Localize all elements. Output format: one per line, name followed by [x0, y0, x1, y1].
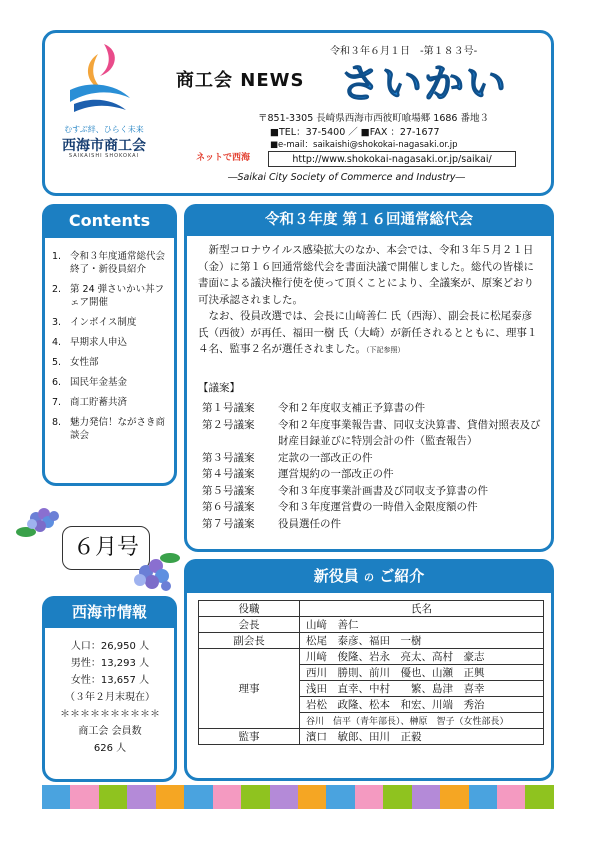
- email-link[interactable]: ■e-mail：saikaishi@shokokai-nagasaki.or.jp: [270, 140, 458, 150]
- role-cell: 監事: [199, 729, 300, 745]
- male-population: 男性：13,293 人: [70, 658, 150, 669]
- news-label: 商工会 NEWS: [176, 70, 305, 91]
- member-count: 626 人: [93, 743, 127, 754]
- contents-item[interactable]: 5. 女性部: [52, 357, 99, 368]
- agenda-item: 第７号議案 役員選任の件: [202, 517, 341, 530]
- stripe-segment: [440, 785, 468, 809]
- address: 〒851-3305 長崎県西海市西彼町喰場郷 1686 番地３: [258, 113, 489, 124]
- stripe-segment: [298, 785, 326, 809]
- stripe-segment: [525, 785, 553, 809]
- stripe-segment: [213, 785, 241, 809]
- meeting-paragraph: なお、役員改選では、会長に山﨑善仁 氏（西海）、副会長に松尾泰彦 氏（西彼）が再任、福田一樹 氏（大崎）が新任されるとともに、理事１４名、監事２名が選任されました。（下記参照）: [198, 310, 538, 355]
- population: 人口：26,950 人: [70, 641, 150, 652]
- role-cell: 理事: [199, 649, 300, 729]
- see-below-note: （下記参照）: [366, 346, 405, 354]
- stripe-segment: [270, 785, 298, 809]
- org-tagline: むすぶ絆、ひらく未来: [64, 125, 144, 134]
- org-name: 西海市商工会: [62, 138, 146, 154]
- table-header-row: [199, 601, 544, 617]
- name-cell: 西川 勝則、前川 優也、山瀬 正興: [300, 665, 544, 681]
- newsletter-title: さいかい: [340, 61, 508, 107]
- stripe-segment: [326, 785, 354, 809]
- hydrangea-icon: [124, 548, 182, 596]
- table-row: [199, 617, 544, 633]
- stripe-segment: [383, 785, 411, 809]
- meeting-paragraph: 新型コロナウイルス感染拡大のなか、本会では、令和３年５月２１日（金）に第１６回通常総代会を書面決議で開催しました。総代の皆様に書面による議決権行使を使って頂くことにより、全議案が、原案どおり可決承認されました。: [198, 244, 534, 306]
- contents-item[interactable]: 7. 商工貯蓄共済: [52, 397, 128, 408]
- col-name-header: 氏名: [300, 601, 544, 617]
- stripe-segment: [241, 785, 269, 809]
- meeting-body: [198, 242, 544, 359]
- color-stripe: [42, 785, 554, 809]
- agenda-list: [202, 400, 548, 532]
- tel-fax: ■TEL：37-5400 ／ ■FAX ：27-1677: [270, 127, 440, 138]
- contents-item[interactable]: 2. 第 24 弾さいかい丼フェア開催: [52, 284, 165, 308]
- city-info-lines: [48, 638, 172, 757]
- stripe-segment: [156, 785, 184, 809]
- stripe-segment: [497, 785, 525, 809]
- member-count-label: 商工会 会員数: [78, 726, 142, 737]
- issue-month-label: ６月号: [62, 526, 150, 570]
- as-of-date: （３年２月末現在）: [65, 692, 155, 703]
- name-cell: 岩松 政隆、松本 和宏、川端 秀治: [300, 697, 544, 713]
- stripe-segment: [42, 785, 70, 809]
- society-english-name: ―Saikai City Society of Commerce and Industry―: [228, 172, 465, 183]
- contents-item[interactable]: 6. 国民年金基金: [52, 377, 128, 388]
- agenda-item: 第３号議案 定款の一部改正の件: [202, 451, 373, 464]
- stripe-segment: [70, 785, 98, 809]
- name-cell: 川﨑 俊隆、岩永 亮太、高村 豪志: [300, 649, 544, 665]
- name-cell: 谷川 信平（青年部長）、榊原 智子（女性部長）: [300, 713, 544, 729]
- role-cell: 副会長: [199, 633, 300, 649]
- agenda-item: 第５号議案 令和３年度事業計画書及び同収支予算書の件: [202, 484, 488, 497]
- role-cell: 会長: [199, 617, 300, 633]
- agenda-item: 第４号議案 運営規約の一部改正の件: [202, 468, 394, 480]
- officer-table: [198, 600, 544, 745]
- issue-date: 令和３年６月１日 -第１８３号-: [330, 46, 478, 57]
- name-cell: 松尾 泰彦、福田 一樹: [300, 633, 544, 649]
- net-saikai-badge: ネットで西海: [196, 153, 251, 163]
- contents-title: Contents: [42, 204, 177, 238]
- stripe-segment: [469, 785, 497, 809]
- stripe-segment: [355, 785, 383, 809]
- col-role-header: 役職: [199, 601, 300, 617]
- table-row: [199, 633, 544, 649]
- agenda-item: 第６号議案 令和３年度運営費の一時借入金限度額の件: [202, 501, 478, 513]
- hydrangea-icon: [14, 502, 66, 542]
- contents-item[interactable]: 4. 早期求人申込: [52, 337, 128, 348]
- contents-item[interactable]: 8. 魅力発信！ながさき商談会: [52, 417, 166, 441]
- stripe-segment: [412, 785, 440, 809]
- agenda-label: 【議案】: [198, 382, 240, 394]
- stripe-segment: [184, 785, 212, 809]
- website-url-link[interactable]: http://www.shokokai-nagasaki.or.jp/saikai/: [268, 151, 516, 167]
- org-roman-name: SAIKAISHI SHOKOKAI: [68, 153, 140, 159]
- officers-title: 新役員 の ご紹介: [184, 559, 554, 593]
- contents-item[interactable]: 3. インボイス制度: [52, 317, 137, 328]
- stripe-segment: [127, 785, 155, 809]
- name-cell: 濱口 敏郎、田川 正毅: [300, 729, 544, 745]
- stripe-segment: [99, 785, 127, 809]
- female-population: 女性：13,657 人: [70, 675, 150, 686]
- shokokai-logo-icon: [60, 40, 140, 120]
- name-cell: 浅田 直幸、中村 繁、島津 喜幸: [300, 681, 544, 697]
- table-row: [199, 729, 544, 745]
- table-row: [199, 649, 544, 665]
- city-info-title: 西海市情報: [42, 596, 177, 628]
- name-cell: 山﨑 善仁: [300, 617, 544, 633]
- contents-list: [52, 250, 172, 449]
- meeting-title: 令和３年度 第１６回通常総代会: [184, 204, 554, 236]
- agenda-item: 第２号議案 令和２年度事業報告書、同収支決算書、貸借対照表及び財産目録並びに特別会計の件（監査報告）: [202, 418, 541, 447]
- contents-item[interactable]: 1. 令和３年度通常総代会終了・新役員紹介: [52, 251, 166, 275]
- divider-stars: ＊＊＊＊＊＊＊＊＊＊: [60, 709, 160, 720]
- agenda-item: 第１号議案 令和２年度収支補正予算書の件: [202, 402, 425, 414]
